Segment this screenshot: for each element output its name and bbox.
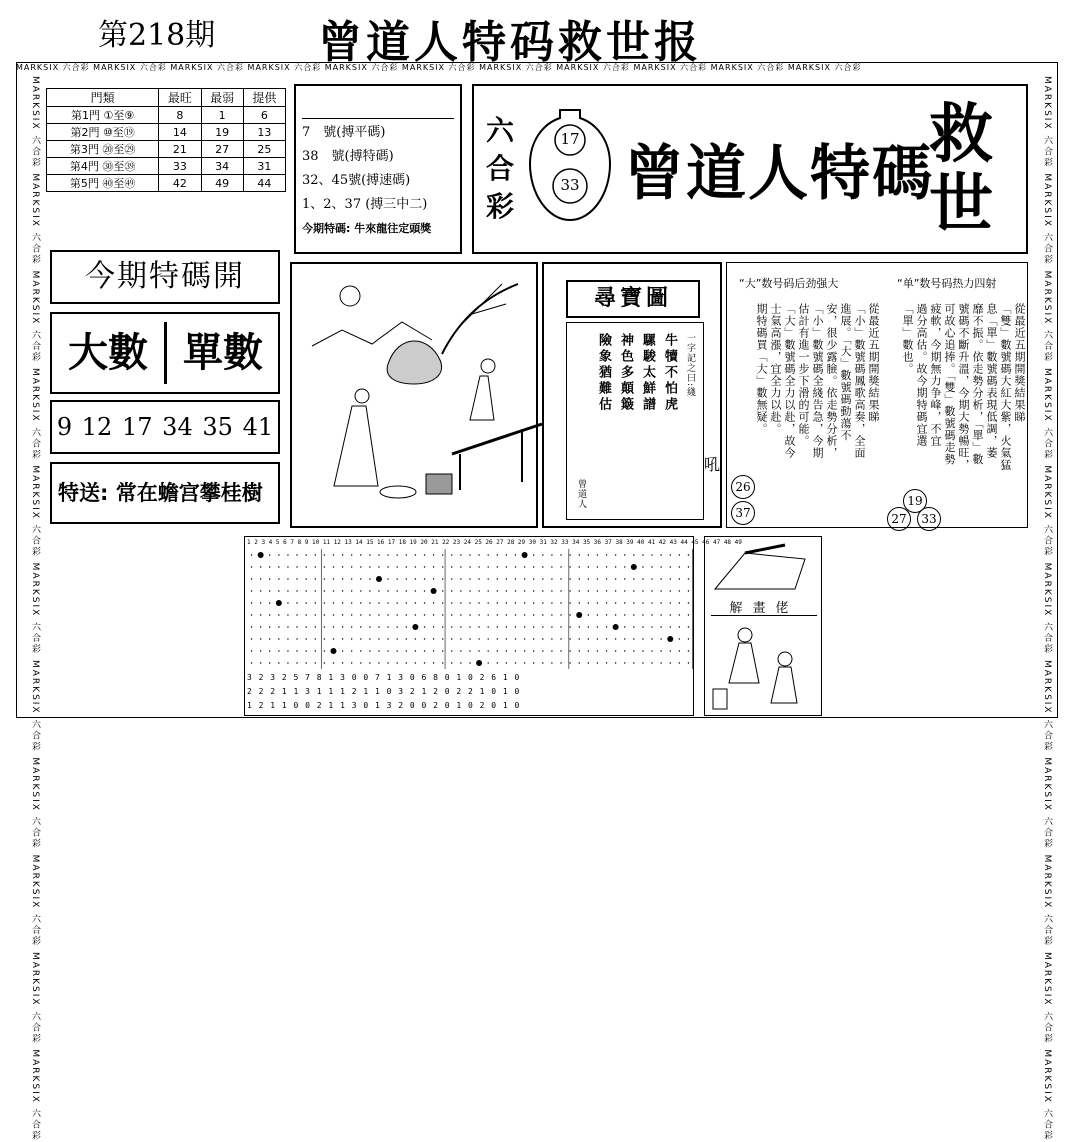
article-column: 士氣高漲，宜全力以赴。: [769, 303, 782, 435]
left-rail: MARKSIX 六合彩 MARKSIX 六合彩 MARKSIX 六合彩 MARKSIX 六合彩 MARKSIX 六合彩 MARKSIX 六合彩 MARKSIX 六合彩 MARKSIX 六合彩 MARKSIX 六合彩 MARKSIX 六合彩 MARKSIX 六合彩: [30, 76, 40, 1142]
table-cell: 6: [243, 107, 285, 124]
table-cell: 19: [201, 124, 243, 141]
article-circle-number: 19: [903, 489, 927, 513]
special-number: 12: [81, 413, 113, 441]
article-column: 「雙」數號碼大紅大紫，火氣猛: [999, 303, 1012, 471]
treasure-title: 尋寶圖: [566, 280, 700, 318]
right-rail: MARKSIX 六合彩 MARKSIX 六合彩 MARKSIX 六合彩 MARKSIX 六合彩 MARKSIX 六合彩 MARKSIX 六合彩 MARKSIX 六合彩 MARKSIX 六合彩 MARKSIX 六合彩 MARKSIX 六合彩 MARKSIX 六合彩: [1042, 76, 1052, 1142]
table-cell: 49: [201, 175, 243, 192]
grid-dots: [247, 549, 693, 669]
grid-mark: [667, 636, 673, 642]
cartoon-caption: 解畫佬: [711, 597, 817, 616]
table-cell: 第2門 ⑩至⑲: [47, 124, 159, 141]
grid-note-row: 2 2 2 1 1 3 1 1 1 2 1 1 0 3 2 1 2 0 2 2 1 0 1 0: [247, 687, 521, 696]
cartoon-panel: [704, 536, 822, 716]
special-number: 34: [162, 413, 193, 441]
grid-mark: [258, 552, 264, 558]
article-column: 疲軟，今期無力争峰，不宜: [929, 303, 942, 447]
odd-article-head: “单”数号码热力四射: [897, 277, 997, 290]
code-line: 38 號(搏特碼): [302, 149, 394, 164]
code-line: 32、45號(搏速碼): [302, 173, 411, 188]
cartoon-top-drawing: [705, 539, 821, 595]
poem-line: 騾駿太鮮譜: [640, 333, 655, 413]
number-dot-grid: [244, 536, 742, 716]
article-column: 安，很少露臉。依走勢分析，: [825, 303, 838, 459]
grid-note-row: 1 2 1 1 0 0 2 1 1 3 0 1 3 2 0 0 2 0 1 0 2 0 1 0: [247, 701, 521, 710]
code-line: 1、2、37 (搏三中二): [302, 197, 428, 212]
grid-tick-row: 1 2 3 4 5 6 7 8 9 10 11 12 13 14 15 16 17 18 19 20 21 22 23 24 25 26 27 28 29 30 31 32 33 34 35 36 37 38 39 40 41 42 43 44 45 46 47 48 49: [247, 539, 742, 546]
issue-number: 第218期: [98, 18, 216, 53]
grid-note-row: 3 2 3 2 5 7 8 1 3 0 0 7 1 3 0 6 8 0 1 0 2 6 1 0: [247, 673, 521, 682]
table-cell: 第4門 ㉚至㊴: [47, 158, 159, 175]
special-tip: 今期特碼: 牛來龍往定頭獎: [302, 222, 432, 235]
table-cell: 第1門 ①至⑨: [47, 107, 159, 124]
col-header: 最弱: [201, 89, 243, 107]
gift-line: 特送: 常在蟾宫攀桂樹: [50, 462, 280, 524]
table-cell: 42: [159, 175, 201, 192]
grid-mark: [330, 648, 336, 654]
article-column: 息「單」數號碼表現低調，萎: [985, 303, 998, 459]
table-cell: 14: [159, 124, 201, 141]
title-banner: [472, 84, 1028, 254]
article-column: 號碼不斷升溫，今期大勢暢旺，: [957, 303, 970, 471]
table-cell: 44: [243, 175, 285, 192]
article-column: 過分高估。故今期特碼宜選: [915, 303, 928, 447]
codes-box: [294, 84, 462, 254]
table-row: [47, 158, 286, 175]
article-column: 進展。「大」數號碼動蕩不: [839, 303, 852, 442]
grid-mark: [476, 660, 482, 666]
illustration-drawing: [292, 264, 536, 526]
table-cell: 第5門 ㊵至㊾: [47, 175, 159, 192]
articles-panel: [726, 262, 1028, 528]
special-number: 17: [121, 413, 153, 441]
article-column: 從最近五期開獎結果睇: [1013, 303, 1026, 423]
code-line: 7 號(搏平碼): [302, 125, 386, 140]
article-column: 期特碼買「大」數無疑。: [755, 303, 768, 435]
grid-mark: [522, 552, 528, 558]
table-row: [47, 124, 286, 141]
table-header-row: [47, 89, 286, 107]
door-table: [46, 88, 286, 192]
grid-mark: [376, 576, 382, 582]
table-cell: 25: [243, 141, 285, 158]
treasure-panel: [542, 262, 722, 528]
special-number: 9: [56, 413, 73, 441]
treasure-scroll: [566, 322, 704, 520]
col-header: 門類: [47, 89, 159, 107]
banner-name: 曾道人特碼: [624, 139, 934, 209]
poem-line: 神色多顛簸: [618, 333, 633, 413]
grid-mark: [631, 564, 637, 570]
codes-box-header-rule: [302, 92, 454, 119]
article-column: 「大」數號碼全力以赴，故今: [783, 303, 796, 459]
big-article-head: “大”数号码后劲强大: [739, 277, 839, 290]
table-cell: 13: [243, 124, 285, 141]
table-cell: 21: [159, 141, 201, 158]
table-cell: 第3門 ⑳至㉙: [47, 141, 159, 158]
article-circle-number: 37: [731, 501, 755, 525]
side-mark: 吼: [704, 455, 721, 474]
article-column: 從最近五期開獎結果睇: [867, 303, 880, 423]
odd-label: 單數: [183, 330, 263, 376]
table-cell: 31: [243, 158, 285, 175]
article-circle-number: 33: [917, 507, 941, 531]
table-cell: 8: [159, 107, 201, 124]
lottery-name: 六合彩: [486, 114, 515, 223]
grid-mark: [576, 612, 582, 618]
vase-icon: [524, 102, 616, 232]
article-circle-number: 27: [887, 507, 911, 531]
big-odd-panel: [50, 312, 280, 394]
poem-line: 牛犢不怕虎: [662, 333, 677, 413]
vase-number-top: 17: [560, 130, 580, 148]
table-row: [47, 175, 286, 192]
special-open-title: 今期特碼開: [50, 250, 280, 304]
illustration-panel: [290, 262, 538, 528]
cartoon-scene-drawing: [705, 619, 821, 715]
banner-save: 救世: [929, 97, 993, 242]
special-numbers: [50, 400, 280, 454]
poem-line: 險象猶難估: [596, 333, 611, 413]
article-column: 靡不振。依走勢分析，「單」數: [971, 303, 984, 466]
article-column: 「單」數也。: [901, 303, 914, 375]
table-cell: 34: [201, 158, 243, 175]
grid-mark: [613, 624, 619, 630]
poem-intro: 一字記之曰:綫: [685, 333, 695, 398]
col-header: 提供: [243, 89, 285, 107]
grid-mark: [431, 588, 437, 594]
article-column: 「小」數號碼鳳歌高奏，全面: [853, 303, 866, 459]
table-cell: 27: [201, 141, 243, 158]
grid-mark: [412, 624, 418, 630]
special-number: 41: [242, 413, 274, 441]
table-row: [47, 107, 286, 124]
table-cell: 33: [159, 158, 201, 175]
article-column: 可故心追捧。「雙」數號碼走勢: [943, 303, 956, 466]
vase-number-bottom: 33: [560, 176, 580, 194]
special-number: 35: [202, 413, 233, 441]
table-row: [47, 141, 286, 158]
article-column: 估計有進一步下滑的可能。: [797, 303, 810, 447]
masthead-title: 曾道人特码救世报: [318, 17, 702, 68]
table-cell: 1: [201, 107, 243, 124]
article-column: 「小」數號碼全綫告急，今期: [811, 303, 824, 459]
col-header: 最旺: [159, 89, 201, 107]
grid-mark: [276, 600, 282, 606]
article-circle-number: 26: [731, 475, 755, 499]
big-label: 大數: [68, 330, 148, 376]
top-rail: MARKSIX 六合彩 MARKSIX 六合彩 MARKSIX 六合彩 MARKSIX 六合彩 MARKSIX 六合彩 MARKSIX 六合彩 MARKSIX 六合彩 MARKSIX 六合彩 MARKSIX 六合彩 MARKSIX 六合彩 MARKSIX 六合彩: [16, 63, 862, 72]
poem-signature: 曾道人: [576, 479, 586, 509]
